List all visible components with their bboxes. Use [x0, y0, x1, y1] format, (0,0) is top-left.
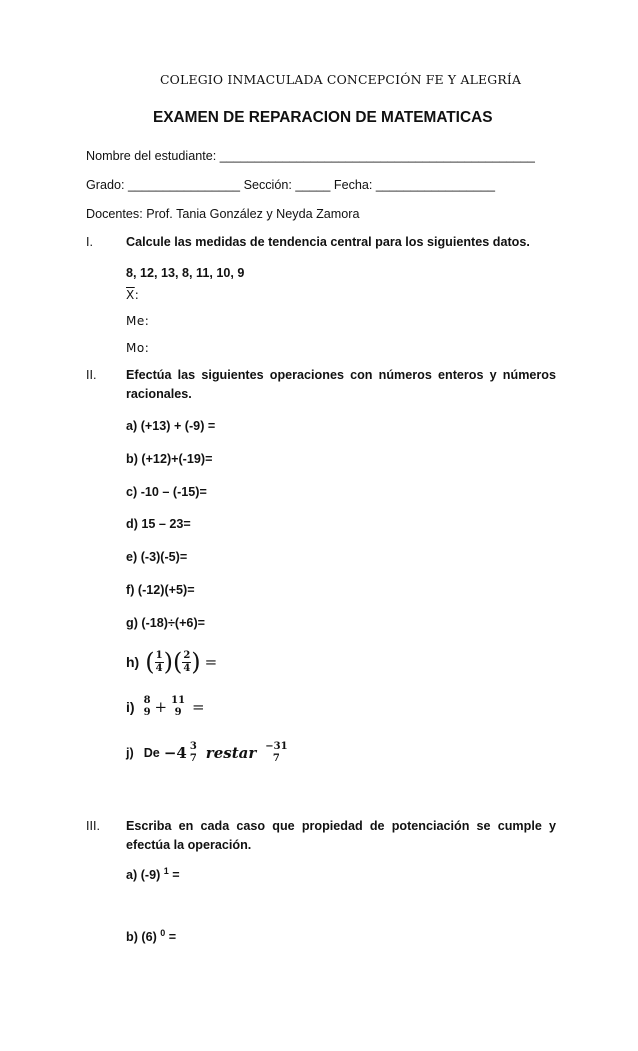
mean-label: [126, 288, 139, 302]
mean-symbol: $\overline{X}$: [126, 288, 135, 302]
item-g: g) (-18)÷(+6)=: [126, 616, 205, 630]
item-i-plus: +: [154, 698, 168, 716]
item-b: b) (+12)+(-19)=: [126, 452, 213, 466]
item-j-de: De: [143, 746, 160, 760]
item-3a: a) (-9) $^1$ =: [126, 866, 180, 883]
section1-data: 8, 12, 13, 8, 11, 10, 9: [126, 266, 245, 280]
item-h-label: h): [126, 654, 140, 670]
mean-colon: :: [134, 288, 140, 302]
section3-numeral: III.: [86, 819, 100, 833]
median-label: Me:: [126, 314, 150, 328]
section1-numeral: I.: [86, 235, 93, 249]
teachers-line: Docentes: Prof. Tania González y Neyda Zamora: [86, 207, 360, 221]
fraction-h1: $\frac{1}{4}$: [155, 649, 163, 674]
item-j-label: j): [126, 746, 134, 760]
fraction-j1: 3 7: [189, 741, 197, 764]
section1-instruction: Calcule las medidas de tendencia central para los siguientes datos.: [126, 235, 530, 249]
item-h: h) ( $\frac{1}{4}$ ) ( $\frac{2}{4}$ ) =: [126, 648, 218, 676]
exam-title: EXAMEN DE REPARACION DE MATEMATICAS: [153, 109, 493, 126]
fraction-i2: 11 9: [171, 695, 186, 718]
section2-instruction: Efectúa las siguientes operaciones con números enteros y números racionales.: [126, 368, 556, 401]
item-3b: b) (6) $^0$ =: [126, 928, 177, 945]
item-f: f) (-12)(+5)=: [126, 583, 195, 597]
item-c: c) -10 – (-15)=: [126, 485, 207, 499]
fraction-j2: −31 7: [265, 741, 288, 764]
item-h-equals: =: [204, 653, 218, 671]
fraction-i1: 8 9: [143, 695, 151, 718]
item-i-label: i): [126, 699, 135, 715]
mode-label: Mo:: [126, 341, 150, 355]
fraction-h2: $\frac{2}{4}$: [183, 649, 191, 674]
item-j-word: restar: [205, 744, 257, 762]
section3-instruction: Escriba en cada caso que propiedad de potenciación se cumple y efectúa la operación.: [126, 819, 556, 852]
student-name-field: Nombre del estudiante: _____________________________________________: [86, 149, 535, 163]
item-j-whole: −4: [163, 744, 187, 762]
item-i: [126, 692, 205, 722]
grade-section-date-field: Grado: ________________ Sección: _____ Fecha: _________________: [86, 178, 495, 192]
item-d: d) 15 – 23=: [126, 517, 191, 531]
item-e: e) (-3)(-5)=: [126, 550, 188, 564]
item-a: a) (+13) + (-9) =: [126, 419, 216, 433]
section2-numeral: II.: [86, 368, 97, 382]
item-j: [126, 737, 289, 769]
school-name: COLEGIO INMACULADA CONCEPCIÓN FE Y ALEGRÍA: [160, 72, 522, 87]
item-i-equals: =: [192, 698, 205, 716]
